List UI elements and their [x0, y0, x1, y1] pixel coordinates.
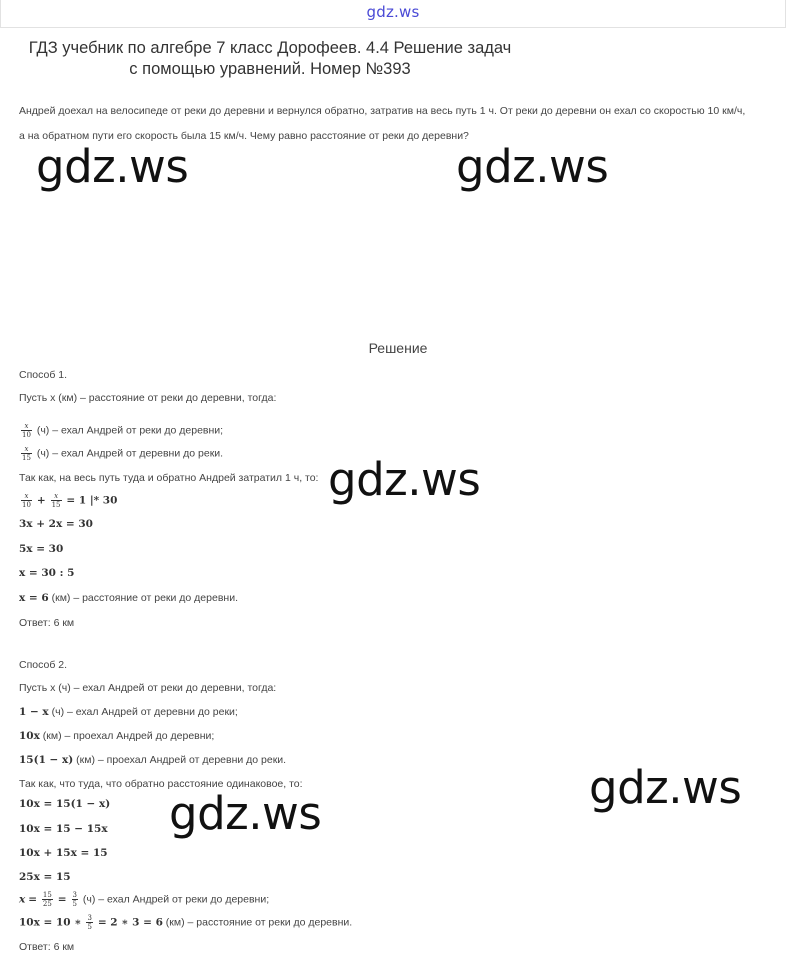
method1-time2 [19, 445, 223, 462]
method2-eq5: x = $\frac{15}{25}$ = $\frac{3}{5}$ (ч) – ехал Андрей от реки до деревни; [19, 891, 270, 908]
problem-line2: а на обратном пути его скорость была 15 км/ч. Чему равно расстояние от реки до деревни? [19, 130, 469, 142]
method2-line3-text: (км) – проехал Андрей от деревни до реки. [76, 754, 287, 766]
method2-line3-math: 15(1 − x) [19, 754, 74, 766]
method1-answer: Ответ: 6 км [19, 617, 75, 629]
site-logo-link[interactable]: gdz.ws [366, 3, 420, 21]
fraction: $\frac{x}{10}$ [22, 492, 31, 509]
method1-eq5-math: x = 6 [19, 592, 49, 604]
method1-eq3: 5x = 30 [19, 543, 64, 555]
watermark: gdz.ws [589, 761, 742, 814]
method2-answer: Ответ: 6 км [19, 941, 75, 953]
page-title [0, 38, 540, 80]
fraction: $\frac{x}{15}$ [51, 492, 61, 509]
method2-line1-math: 1 − x [19, 706, 49, 718]
solution-heading: Решение [368, 340, 428, 356]
page-title-line2: с помощью уравнений. Номер №393 [129, 60, 411, 78]
method1-eq4: x = 30 : 5 [19, 567, 75, 579]
method2-eq6-math: 10x = 10 ∗ [19, 916, 82, 929]
method1-eq1-tail: = 1 |* 30 [66, 494, 118, 507]
method2-line2 [19, 730, 214, 742]
method2-line2-text: (км) – проехал Андрей до деревни; [42, 730, 215, 742]
method1-time2-text: (ч) – ехал Андрей от деревни до реки. [36, 447, 224, 460]
fraction: $\frac{3}{5}$ [87, 914, 92, 931]
method1-time1 [19, 422, 223, 439]
method2-line3 [19, 754, 286, 766]
method2-eq1: 10x = 15(1 − x) [19, 798, 111, 810]
method2-eq3: 10x + 15x = 15 [19, 847, 108, 859]
watermark: gdz.ws [36, 140, 189, 193]
method1-time1-text: (ч) – ехал Андрей от реки до деревни; [36, 424, 224, 437]
method1-let: Пусть x (км) – расстояние от реки до деревни, тогда: [19, 392, 277, 404]
problem-line1: Андрей доехал на велосипеде от реки до деревни и вернулся обратно, затратив на весь путь 1 ч. От реки до деревни он ехал со скоростью 10 км/ч, [19, 105, 746, 117]
watermark: gdz.ws [169, 787, 322, 840]
watermark: gdz.ws [456, 140, 609, 193]
method1-eq2: 3x + 2x = 30 [19, 518, 93, 530]
method2-line2-math: 10x [19, 730, 40, 742]
method2-eq2: 10x = 15 − 15x [19, 823, 108, 835]
fraction: $\frac{15}{25}$ [42, 891, 52, 908]
method2-eq4: 25x = 15 [19, 871, 71, 883]
page-title-line1: ГДЗ учебник по алгебре 7 класс Дорофеев. 4.4 Решение задач [28, 39, 512, 57]
method2-eq5-text: (ч) – ехал Андрей от реки до деревни; [82, 893, 270, 906]
method2-since: Так как, что туда, что обратно расстояние одинаковое, то: [19, 778, 303, 790]
method1-label: Способ 1. [19, 369, 68, 381]
method1-eq5-text: (км) – расстояние от реки до деревни. [51, 592, 238, 604]
method2-eq6-mid: = 2 ∗ 3 = 6 [97, 916, 163, 929]
method1-eq1: $\frac{x}{10}$ + $\frac{x}{15}$ = 1 |* 30 [22, 492, 118, 509]
method2-eq6 [19, 914, 352, 931]
method2-let: Пусть x (ч) – ехал Андрей от реки до деревни, тогда: [19, 682, 277, 694]
method2-line1-text: (ч) – ехал Андрей от деревни до реки; [51, 706, 238, 718]
fraction: $\frac{x}{15}$ [22, 445, 31, 462]
fraction: $\frac{x}{10}$ [22, 422, 31, 439]
method1-eq5 [19, 592, 238, 604]
fraction: $\frac{3}{5}$ [72, 891, 77, 908]
method2-eq6-text: (км) – расстояние от реки до деревни. [165, 916, 353, 929]
method1-since: Так как, на весь путь туда и обратно Андрей затратил 1 ч, то: [19, 472, 319, 484]
method2-label: Способ 2. [19, 659, 68, 671]
watermark: gdz.ws [328, 453, 481, 506]
method2-line1 [19, 706, 238, 718]
site-header [0, 0, 786, 28]
